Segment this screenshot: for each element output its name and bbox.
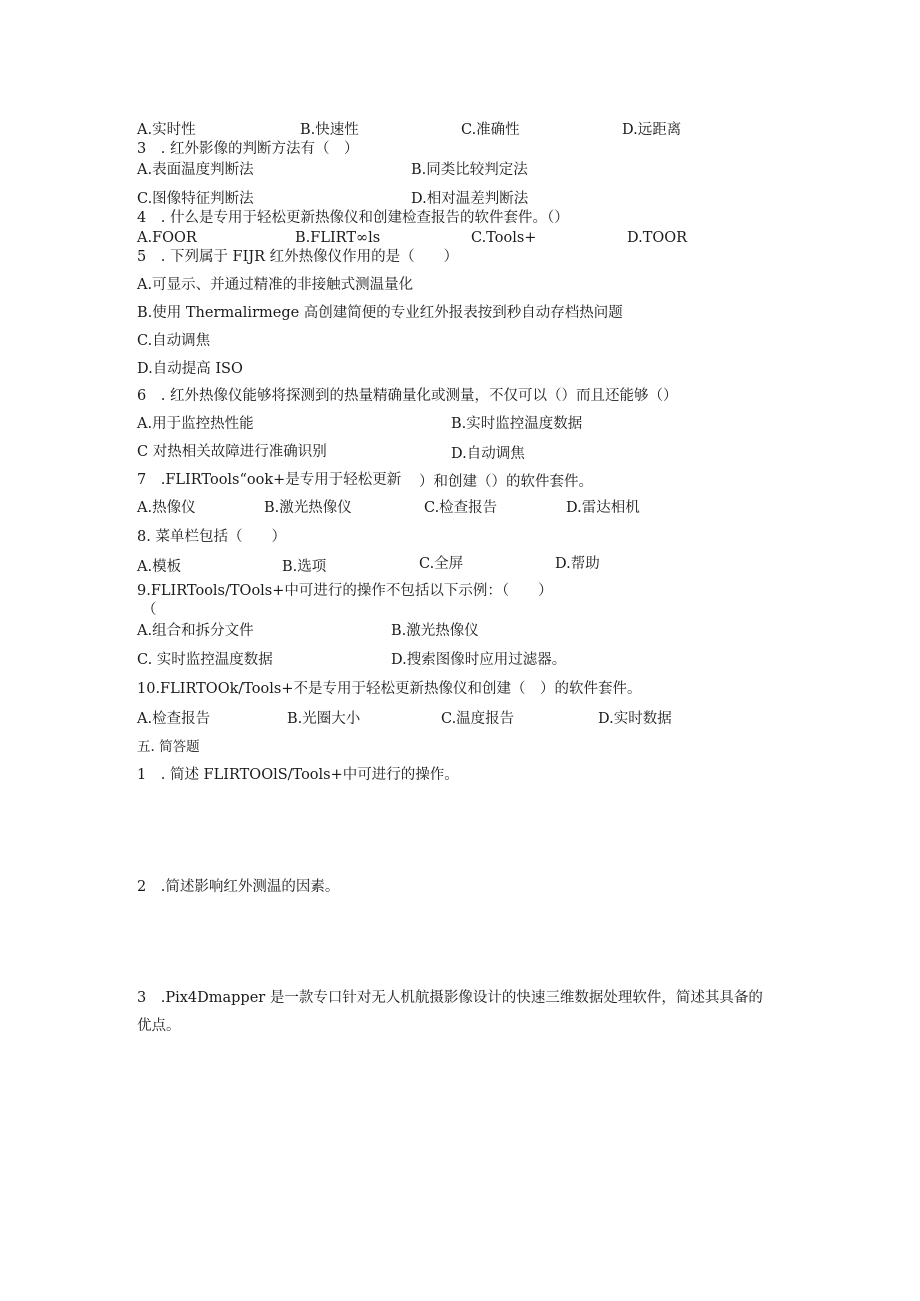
- q10-option-a: A.检查报告: [137, 711, 211, 727]
- short-answer-q1: 1 . 简述 FLIRTOOlS/Tools+中可进行的操作。: [137, 767, 459, 783]
- section-5-title: 五. 简答题: [137, 739, 200, 755]
- q7-option-c: C.检查报告: [424, 500, 498, 516]
- short-answer-q2: 2 .简述影响红外测温的因素。: [137, 879, 340, 895]
- q2-option-b: B.快速性: [300, 122, 359, 138]
- q6-option-c: C 对热相关故障进行准确识别: [137, 444, 327, 460]
- q7-option-b: B.激光热像仪: [264, 500, 352, 516]
- q5-stem: 5 . 下列属于 FIJR 红外热像仪作用的是（ ）: [137, 249, 459, 265]
- q5-option-a: A.可显示、并通过精准的非接触式测温量化: [137, 277, 414, 293]
- q10-option-d: D.实时数据: [598, 711, 672, 727]
- q10-option-c: C.温度报告: [441, 711, 515, 727]
- q5-option-c: C.自动调焦: [137, 333, 211, 349]
- q10-option-b: B.光圈大小: [287, 711, 361, 727]
- q4-stem: 4 . 什么是专用于轻松更新热像仪和创建检查报告的软件套件。（）: [137, 210, 569, 226]
- q8-option-b: B.选项: [282, 559, 327, 575]
- q2-option-a: A.实时性: [137, 122, 196, 138]
- q9-option-c: C. 实时监控温度数据: [137, 652, 273, 668]
- q7-option-d: D.雷达相机: [566, 500, 640, 516]
- short-answer-q3-line1: 3 .Pix4Dmapper 是一款专口针对无人机航摄影像设计的快速三维数据处理软件，简述其具备的: [137, 990, 763, 1006]
- q5-option-b: B.使用 Thermalirmege 高创建简便的专业红外报表按到秒自动存档热问题: [137, 305, 623, 321]
- q8-option-a: A.模板: [137, 559, 182, 575]
- q7-option-a: A.热像仪: [137, 500, 196, 516]
- q7-stem-part-a: 7 .FLIRTools“ook+是专用于轻松更新: [137, 472, 402, 488]
- q9-stem: 9.FLIRTools/TOols+中可进行的操作不包括以下示例：（ ）: [137, 583, 553, 599]
- q5-option-d: D.自动提高 ISO: [137, 361, 243, 377]
- q6-stem: 6 . 红外热像仪能够将探测到的热量精确量化或测量，不仅可以（）而且还能够（）: [137, 388, 678, 404]
- q3-option-d: D.相对温差判断法: [411, 191, 529, 207]
- q8-option-c: C.全屏: [419, 556, 464, 572]
- q9-option-b: B.激光热像仪: [391, 623, 479, 639]
- q6-option-d: D.自动调焦: [451, 446, 525, 462]
- q9-option-a: A.组合和拆分文件: [137, 623, 254, 639]
- q6-option-a: A.用于监控热性能: [137, 416, 254, 432]
- q2-option-c: C.准确性: [461, 122, 520, 138]
- q10-stem: 10.FLIRTOOk/Tools+不是专用于轻松更新热像仪和创建（ ）的软件套件。: [137, 681, 642, 697]
- short-answer-q3-line2: 优点。: [137, 1018, 181, 1034]
- q9-option-d: D.搜索图像时应用过滤器。: [391, 652, 567, 668]
- q4-option-c: C.Tools+: [471, 230, 537, 246]
- q4-option-d: D.TOOR: [627, 230, 688, 246]
- q2-option-d: D.远距离: [622, 122, 682, 138]
- q8-stem: 8. 菜单栏包括（ ）: [137, 529, 286, 545]
- q4-option-a: A.FOOR: [137, 230, 197, 246]
- q3-option-c: C.图像特征判断法: [137, 191, 254, 207]
- q6-option-b: B.实时监控温度数据: [451, 416, 583, 432]
- q3-option-a: A.表面温度判断法: [137, 162, 254, 178]
- q4-option-b: B.FLIRT∞ls: [295, 230, 381, 246]
- q3-stem: 3 . 红外影像的判断方法有（ ）: [137, 141, 359, 157]
- q9-stray-bracket: （: [142, 602, 157, 618]
- q7-stem-part-b: ）和创建（）的软件套件。: [419, 474, 593, 490]
- q3-option-b: B.同类比较判定法: [411, 162, 528, 178]
- q8-option-d: D.帮助: [555, 556, 600, 572]
